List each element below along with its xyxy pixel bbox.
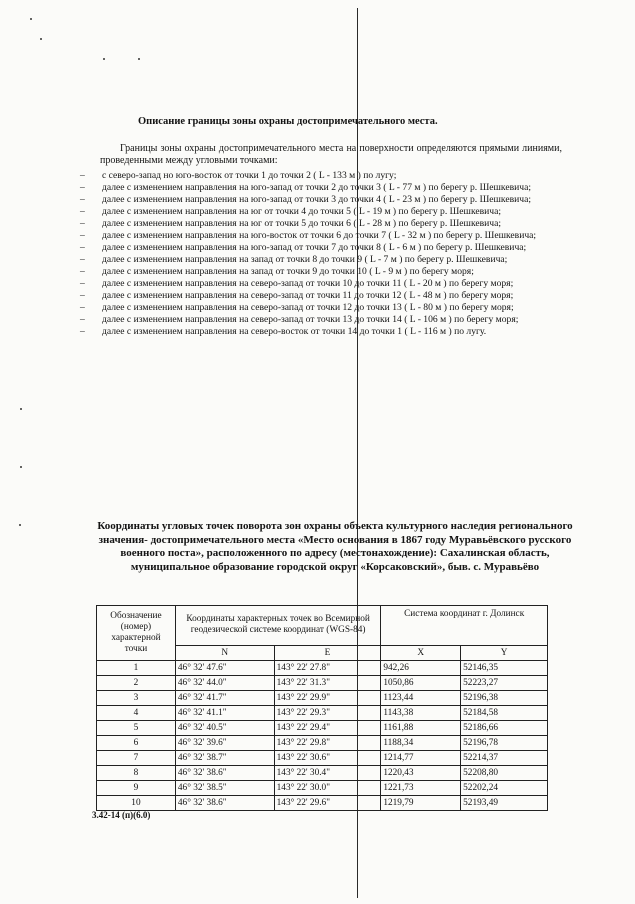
segment-text: далее с изменением направления на юго-запад от точки 7 до точки 8 ( L - 6 м ) по берегу р. Шешкевича; [102, 242, 527, 253]
boundary-segment [80, 254, 564, 266]
table-row [97, 691, 548, 706]
y-cell: 52214,37 [461, 751, 548, 766]
y-cell: 52202,24 [461, 781, 548, 796]
y-cell: 52208,80 [461, 766, 548, 781]
e-cell: 143° 22' 29.9" [274, 691, 381, 706]
scan-speck [20, 466, 22, 468]
n-cell: 46° 32' 38.6" [175, 796, 274, 811]
x-cell: 1221,73 [381, 781, 461, 796]
n-cell: 46° 32' 38.7" [175, 751, 274, 766]
header-e: E [274, 645, 381, 660]
scan-speck [19, 524, 21, 526]
table-row [97, 781, 548, 796]
bullet-dash: – [80, 302, 85, 313]
scan-speck [103, 58, 105, 60]
point-cell: 3 [97, 691, 176, 706]
bullet-dash: – [80, 326, 85, 337]
x-cell: 1214,77 [381, 751, 461, 766]
table-row [97, 721, 548, 736]
bullet-dash: – [80, 170, 85, 181]
segment-text: с северо-запад но юго-восток от точки 1 до точки 2 ( L - 133 м ) по лугу; [102, 170, 397, 181]
n-cell: 46° 32' 40.5" [175, 721, 274, 736]
y-cell: 52186,66 [461, 721, 548, 736]
header-x: X [381, 645, 461, 660]
boundary-segment [80, 314, 564, 326]
y-cell: 52193,49 [461, 796, 548, 811]
header-wgs84: Координаты характерных точек во Всемирной геодезической системе координат (WGS-84) [175, 606, 380, 646]
segment-text: далее с изменением направления на юг от точки 5 до точки 6 ( L - 28 м ) по берегу р. Шешкевича; [102, 218, 502, 229]
e-cell: 143° 22' 29.6" [274, 796, 381, 811]
e-cell: 143° 22' 29.3" [274, 706, 381, 721]
form-code: 3.42-14 (п)(6.0) [92, 810, 151, 820]
coordinates-table [96, 605, 548, 811]
scan-speck [40, 38, 42, 40]
coordinates-title: Координаты угловых точек поворота зон охраны объекта культурного наследия регионального значения- достопримечательного места «Место основания в 1867 году Муравьёвского русского военного поста», расположенного по адресу (местонахождение): Сахалинская область, муниципальное образование городской округ «Корсаковский», быв. с. Муравьёво [97, 520, 573, 573]
coordinates-table-body [97, 661, 548, 811]
point-cell: 4 [97, 706, 176, 721]
n-cell: 46° 32' 44.0" [175, 676, 274, 691]
x-cell: 1188,34 [381, 736, 461, 751]
y-cell: 52223,27 [461, 676, 548, 691]
y-cell: 52196,78 [461, 736, 548, 751]
scan-speck [20, 408, 22, 410]
point-cell: 5 [97, 721, 176, 736]
table-row [97, 766, 548, 781]
intro-paragraph: Границы зоны охраны достопримечательного места на поверхности определяются прямыми линиями, проведенными между угловыми точками: [100, 143, 562, 166]
bullet-dash: – [80, 314, 85, 325]
n-cell: 46° 32' 38.5" [175, 781, 274, 796]
bullet-dash: – [80, 194, 85, 205]
boundary-segment [80, 206, 564, 218]
segment-text: далее с изменением направления на северо-восток от точки 14 до точки 1 ( L - 116 м ) по лугу. [102, 326, 487, 337]
bullet-dash: – [80, 182, 85, 193]
point-cell: 9 [97, 781, 176, 796]
y-cell: 52184,58 [461, 706, 548, 721]
section-title: Описание границы зоны охраны достопримечательного места. [138, 116, 438, 127]
scan-speck [138, 58, 140, 60]
point-cell: 6 [97, 736, 176, 751]
boundary-segment [80, 182, 564, 194]
n-cell: 46° 32' 38.6" [175, 766, 274, 781]
table-row [97, 706, 548, 721]
segment-text: далее с изменением направления на юг от точки 4 до точки 5 ( L - 19 м ) по берегу р. Шешкевича; [102, 206, 502, 217]
x-cell: 1219,79 [381, 796, 461, 811]
table-row [97, 751, 548, 766]
segment-text: далее с изменением направления на юго-восток от точки 6 до точки 7 ( L - 32 м ) по берегу р. Шешкевича; [102, 230, 537, 241]
bullet-dash: – [80, 206, 85, 217]
table-row [97, 676, 548, 691]
e-cell: 143° 22' 30.6" [274, 751, 381, 766]
point-cell: 8 [97, 766, 176, 781]
header-point: Обозначение (номер) характерной точки [97, 606, 176, 661]
e-cell: 143° 22' 31.3" [274, 676, 381, 691]
y-cell: 52196,38 [461, 691, 548, 706]
boundary-segment [80, 230, 564, 242]
x-cell: 942,26 [381, 661, 461, 676]
boundary-segment [80, 266, 564, 278]
boundary-segment-list [80, 170, 564, 338]
boundary-segment [80, 290, 564, 302]
x-cell: 1161,88 [381, 721, 461, 736]
e-cell: 143° 22' 29.4" [274, 721, 381, 736]
x-cell: 1123,44 [381, 691, 461, 706]
segment-text: далее с изменением направления на северо-запад от точки 12 до точки 13 ( L - 80 м ) по берегу моря; [102, 302, 514, 313]
x-cell: 1050,86 [381, 676, 461, 691]
e-cell: 143° 22' 27.8" [274, 661, 381, 676]
segment-text: далее с изменением направления на северо-запад от точки 13 до точки 14 ( L - 106 м ) по берегу моря; [102, 314, 519, 325]
header-local-system: Система координат г. Долинск [381, 606, 548, 646]
boundary-segment [80, 218, 564, 230]
e-cell: 143° 22' 29.8" [274, 736, 381, 751]
bullet-dash: – [80, 218, 85, 229]
e-cell: 143° 22' 30.4" [274, 766, 381, 781]
point-cell: 10 [97, 796, 176, 811]
bullet-dash: – [80, 290, 85, 301]
header-n: N [175, 645, 274, 660]
table-row [97, 796, 548, 811]
segment-text: далее с изменением направления на северо-запад от точки 11 до точки 12 ( L - 48 м ) по берегу моря; [102, 290, 514, 301]
boundary-segment [80, 242, 564, 254]
e-cell: 143° 22' 30.0" [274, 781, 381, 796]
segment-text: далее с изменением направления на юго-запад от точки 3 до точки 4 ( L - 23 м ) по берегу р. Шешкевича; [102, 194, 531, 205]
boundary-segment [80, 278, 564, 290]
boundary-segment [80, 170, 564, 182]
n-cell: 46° 32' 39.6" [175, 736, 274, 751]
bullet-dash: – [80, 230, 85, 241]
bullet-dash: – [80, 242, 85, 253]
header-y: Y [461, 645, 548, 660]
boundary-segment [80, 194, 564, 206]
point-cell: 1 [97, 661, 176, 676]
bullet-dash: – [80, 278, 85, 289]
segment-text: далее с изменением направления на запад от точки 8 до точки 9 ( L - 7 м ) по берегу р. Шешкевича; [102, 254, 508, 265]
segment-text: далее с изменением направления на юго-запад от точки 2 до точки 3 ( L - 77 м ) по берегу р. Шешкевича; [102, 182, 531, 193]
n-cell: 46° 32' 41.1" [175, 706, 274, 721]
x-cell: 1143,38 [381, 706, 461, 721]
n-cell: 46° 32' 47.6" [175, 661, 274, 676]
bullet-dash: – [80, 254, 85, 265]
x-cell: 1220,43 [381, 766, 461, 781]
n-cell: 46° 32' 41.7" [175, 691, 274, 706]
table-row [97, 661, 548, 676]
segment-text: далее с изменением направления на запад от точки 9 до точки 10 ( L - 9 м ) по берегу моря; [102, 266, 474, 277]
bullet-dash: – [80, 266, 85, 277]
point-cell: 2 [97, 676, 176, 691]
y-cell: 52146,35 [461, 661, 548, 676]
table-row [97, 736, 548, 751]
boundary-segment [80, 302, 564, 314]
boundary-segment [80, 326, 564, 338]
scan-speck [30, 18, 32, 20]
segment-text: далее с изменением направления на северо-запад от точки 10 до точки 11 ( L - 20 м ) по берегу моря; [102, 278, 514, 289]
point-cell: 7 [97, 751, 176, 766]
